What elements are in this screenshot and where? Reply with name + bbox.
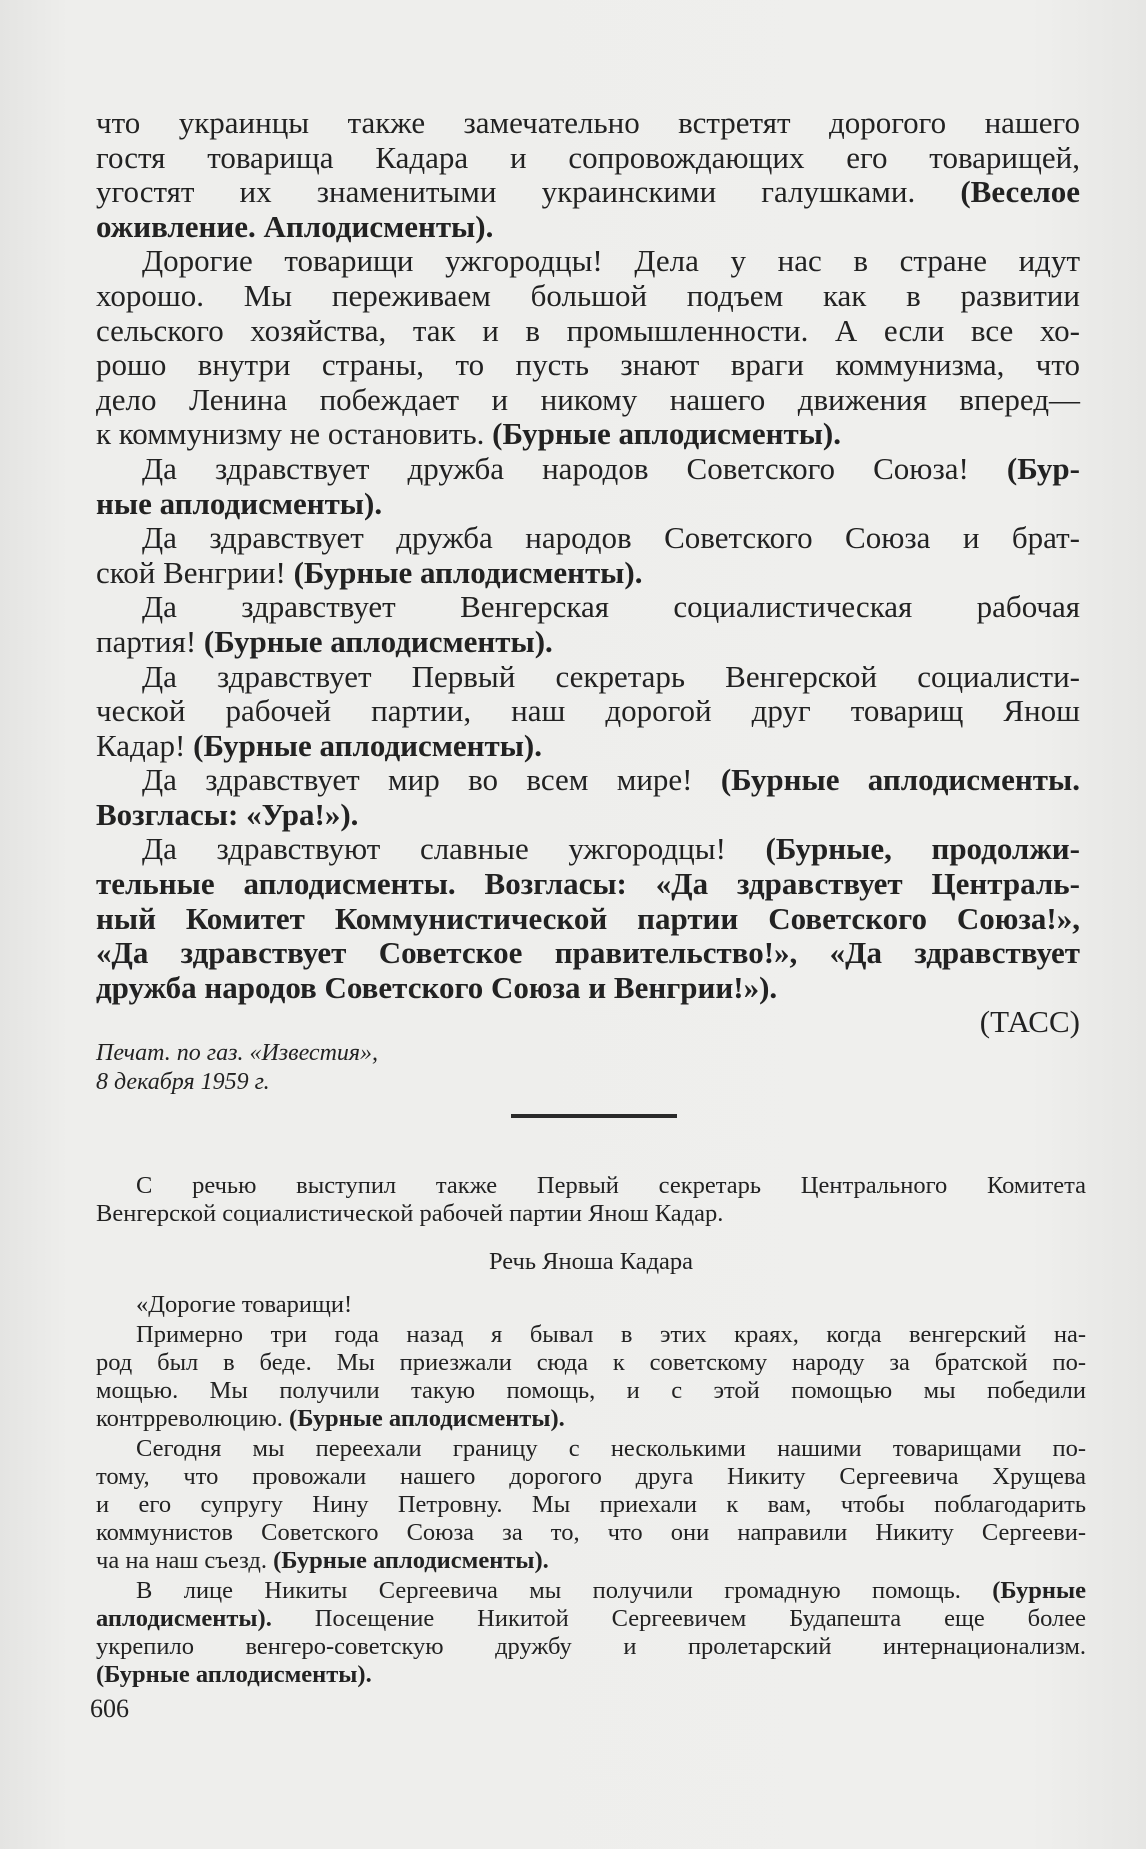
paragraph — [96, 1435, 1086, 1575]
bold-remark: (Бурные аплодисменты). — [492, 416, 841, 452]
text-segment: дело Ленина побеждает и никому нашего движения вперед— — [96, 381, 1080, 417]
text-line — [96, 660, 1080, 695]
bold-remark: (Бурные аплодисменты). — [203, 623, 553, 659]
source-note-line: Печат. по газ. «Известия», — [96, 1040, 379, 1066]
text-line — [96, 1321, 1086, 1349]
paragraph — [96, 1291, 1086, 1319]
text-line — [96, 1349, 1086, 1377]
bold-remark: (Веселое — [960, 174, 1080, 210]
text-line — [96, 1291, 1086, 1319]
text-segment: С речью выступил также Первый секретарь Центрального Комитета — [136, 1172, 1086, 1199]
text-line — [96, 763, 1080, 798]
paragraph — [96, 521, 1080, 590]
text-line — [96, 1172, 1086, 1200]
text-line — [96, 798, 1080, 833]
text-segment: что украинцы также замечательно встретят дорогого нашего — [96, 105, 1080, 140]
text-line — [96, 1463, 1086, 1491]
text-segment: Сегодня мы переехали границу с несколькими нашими товарищами по- — [136, 1435, 1086, 1462]
text-line — [96, 1405, 1086, 1433]
text-segment: род был в беде. Мы приезжали сюда к советскому народу за братской по- — [96, 1349, 1086, 1376]
bold-remark: (Бурные, продолжи- — [765, 831, 1080, 867]
text-line — [96, 210, 1080, 245]
paragraph — [96, 832, 1080, 1005]
text-line — [96, 1491, 1086, 1519]
bold-remark: оживление. Аплодисменты). — [96, 208, 494, 244]
bold-remark: ные аплодисменты). — [96, 485, 383, 521]
text-line — [96, 1661, 1086, 1689]
text-segment: ча на наш съезд. — [96, 1547, 274, 1574]
text-line — [96, 521, 1080, 556]
source-note-date: 8 декабря 1959 г. — [96, 1069, 270, 1095]
text-segment: Кадар! — [96, 727, 194, 763]
text-line — [96, 1377, 1086, 1405]
text-line — [96, 487, 1080, 522]
text-segment: сельского хозяйства, так и в промышленности. А если все хо- — [96, 312, 1080, 348]
text-line — [96, 694, 1080, 729]
text-line — [96, 279, 1080, 314]
text-segment: Посещение Никитой Сергеевичем Будапешта еще более — [271, 1605, 1086, 1632]
text-line — [96, 1633, 1086, 1661]
text-line — [96, 314, 1080, 349]
text-line — [96, 1547, 1086, 1575]
text-segment: Дорогие товарищи ужгородцы! Дела у нас в стране идут — [142, 243, 1080, 279]
text-line — [96, 106, 1080, 141]
bold-remark: (Бурные аплодисменты). — [96, 1661, 372, 1688]
bold-remark: (Бурные аплодисменты). — [193, 727, 542, 763]
paragraph — [96, 590, 1080, 659]
text-line — [96, 556, 1080, 591]
text-segment: партия! — [96, 623, 204, 659]
text-line — [96, 729, 1080, 764]
text-line — [96, 590, 1080, 625]
speech-title: Речь Яноша Кадара — [488, 1248, 694, 1275]
text-line — [96, 244, 1080, 279]
text-line — [96, 867, 1080, 902]
text-line — [96, 383, 1080, 418]
bold-remark: (Бур- — [1006, 450, 1080, 486]
bold-remark: аплодисменты). — [96, 1605, 272, 1632]
text-segment: В лице Никиты Сергеевича мы получили громадную помощь. — [136, 1577, 993, 1604]
main-text — [96, 106, 1080, 1040]
bold-remark: (Бурные — [992, 1577, 1086, 1604]
text-line — [96, 141, 1080, 176]
text-line — [96, 417, 1080, 452]
text-segment: ской Венгрии! — [96, 554, 294, 590]
text-segment: «Дорогие товарищи! — [136, 1291, 353, 1318]
text-segment: хорошо. Мы переживаем большой подъем как в развитии — [96, 277, 1080, 313]
text-segment: Да здравствуют славные ужгородцы! — [142, 831, 766, 867]
bold-remark: ный Комитет Коммунистической партии Советского Союза!», — [96, 900, 1080, 936]
text-segment: Да здравствует дружба народов Советского Союза и брат- — [142, 520, 1080, 556]
paragraph — [96, 244, 1080, 452]
paragraph — [96, 106, 1080, 244]
text-line — [96, 1577, 1086, 1605]
bold-remark: (Бурные аплодисменты). — [293, 554, 643, 590]
text-segment: укрепило венгеро-советскую дружбу и пролетарский интернационализм. — [96, 1633, 1086, 1660]
text-segment: мощью. Мы получили такую помощь, и с этой помощью мы победили — [96, 1377, 1086, 1404]
text-segment: к коммунизму не остановить. — [96, 416, 493, 452]
bold-remark: (Бурные аплодисменты). — [273, 1547, 549, 1574]
text-segment: тому, что провожали нашего дорогого друга Никиту Сергеевича Хрущева — [96, 1463, 1086, 1490]
text-line — [96, 1435, 1086, 1463]
text-segment: Да здравствует Первый секретарь Венгерской социалисти- — [142, 658, 1080, 694]
text-segment: Да здравствует дружба народов Советского Союза! — [142, 450, 1007, 486]
text-segment: коммунистов Советского Союза за то, что они направили Никиту Сергееви- — [96, 1519, 1086, 1546]
bold-remark: Возгласы: «Ура!»). — [96, 796, 359, 832]
bold-remark: «Да здравствует Советское правительство!», «Да здравствует — [96, 935, 1080, 971]
attribution: (ТАСС) — [979, 1004, 1080, 1040]
text-line — [96, 1519, 1086, 1547]
text-segment: рошо внутри страны, то пусть знают враги коммунизма, что — [96, 347, 1080, 383]
text-line — [96, 452, 1080, 487]
text-segment: ческой рабочей партии, наш дорогой друг товарищ Янош — [96, 693, 1080, 729]
appendix-text — [96, 1172, 1086, 1689]
text-segment: Да здравствует Венгерская социалистическая рабочая — [142, 589, 1080, 625]
text-line — [96, 625, 1080, 660]
text-line — [96, 1605, 1086, 1633]
text-line — [96, 936, 1080, 971]
text-line — [96, 175, 1080, 210]
paragraph — [96, 1577, 1086, 1689]
bold-remark: (Бурные аплодисменты). — [289, 1405, 565, 1432]
bold-remark: (Бурные аплодисменты. — [720, 762, 1080, 798]
source-note — [96, 1039, 378, 1097]
paragraph — [96, 1172, 1086, 1228]
text-segment: Примерно три года назад я бывал в этих краях, когда венгерский на- — [136, 1321, 1086, 1348]
section-divider — [511, 1114, 677, 1118]
text-line — [96, 902, 1080, 937]
text-segment: угостят их знаменитыми украинскими галушками. — [96, 174, 961, 210]
paragraph — [96, 1321, 1086, 1433]
text-segment: контрреволюцию. — [96, 1405, 290, 1432]
text-segment: и его супругу Нину Петровну. Мы приехали к вам, чтобы поблагодарить — [96, 1491, 1086, 1518]
bold-remark: тельные аплодисменты. Возгласы: «Да здравствует Централь- — [96, 866, 1080, 902]
text-segment: гостя товарища Кадара и сопровождающих его товарищей, — [96, 139, 1080, 175]
paragraph — [96, 660, 1080, 764]
text-segment: Да здравствует мир во всем мире! — [142, 762, 721, 798]
text-line — [96, 832, 1080, 867]
text-segment: Венгерской социалистической рабочей партии Янош Кадар. — [96, 1200, 724, 1227]
bold-remark: дружба народов Советского Союза и Венгрии!»). — [96, 969, 778, 1005]
text-line — [96, 348, 1080, 383]
text-line — [96, 971, 1080, 1006]
text-line — [96, 1200, 1086, 1228]
paragraph — [96, 452, 1080, 521]
paragraph — [96, 763, 1080, 832]
page-number: 606 — [90, 1694, 129, 1723]
